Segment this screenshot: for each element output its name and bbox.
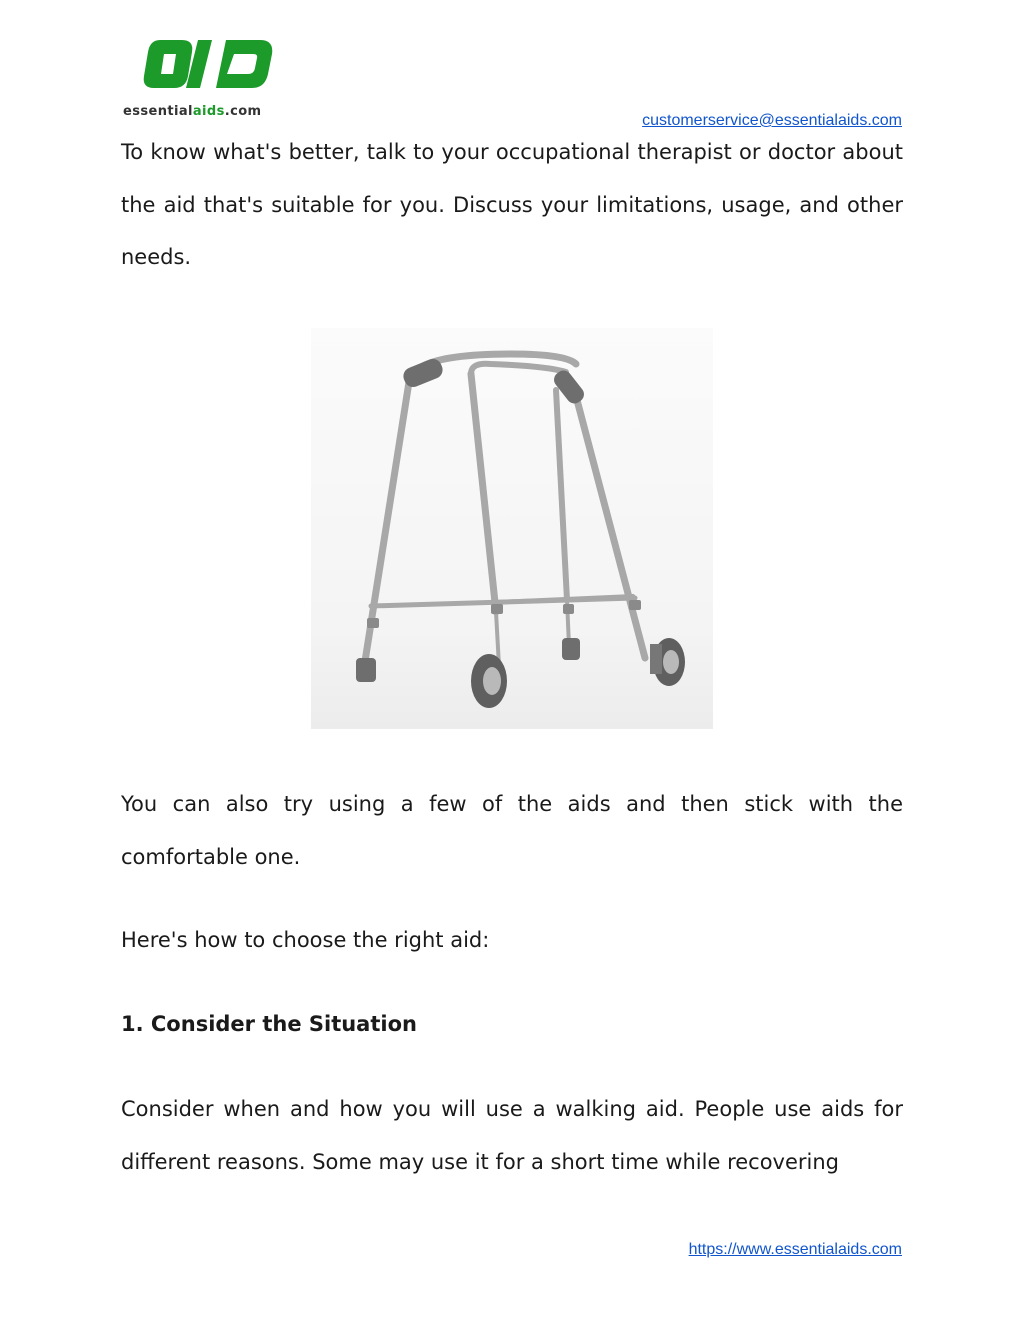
logo-wordmark: essentialaids.com bbox=[123, 104, 262, 119]
essentialaids-logo bbox=[120, 30, 300, 122]
paragraph-try-aids: You can also try using a few of the aids and then stick with the comfortable one. bbox=[121, 792, 903, 869]
walking-frame-photo bbox=[311, 328, 713, 729]
paragraph-how-to-choose: Here's how to choose the right aid: bbox=[121, 928, 490, 952]
walking-frame-icon bbox=[311, 328, 713, 729]
heading-consider-situation: 1. Consider the Situation bbox=[121, 1012, 417, 1036]
paragraph-consider-usage: Consider when and how you will use a walking aid. People use aids for different reasons. Some may use it for a short time while recovering bbox=[121, 1097, 903, 1174]
paragraph-talk-to-therapist: To know what's better, talk to your occupational therapist or doctor about the aid that's suitable for you. Discuss your limitations, usage, and other needs. bbox=[121, 140, 903, 269]
customer-service-email-link[interactable]: customerservice@essentialaids.com bbox=[642, 112, 902, 129]
logo-mark-icon bbox=[142, 34, 280, 94]
website-url-link[interactable]: https://www.essentialaids.com bbox=[688, 1241, 902, 1258]
